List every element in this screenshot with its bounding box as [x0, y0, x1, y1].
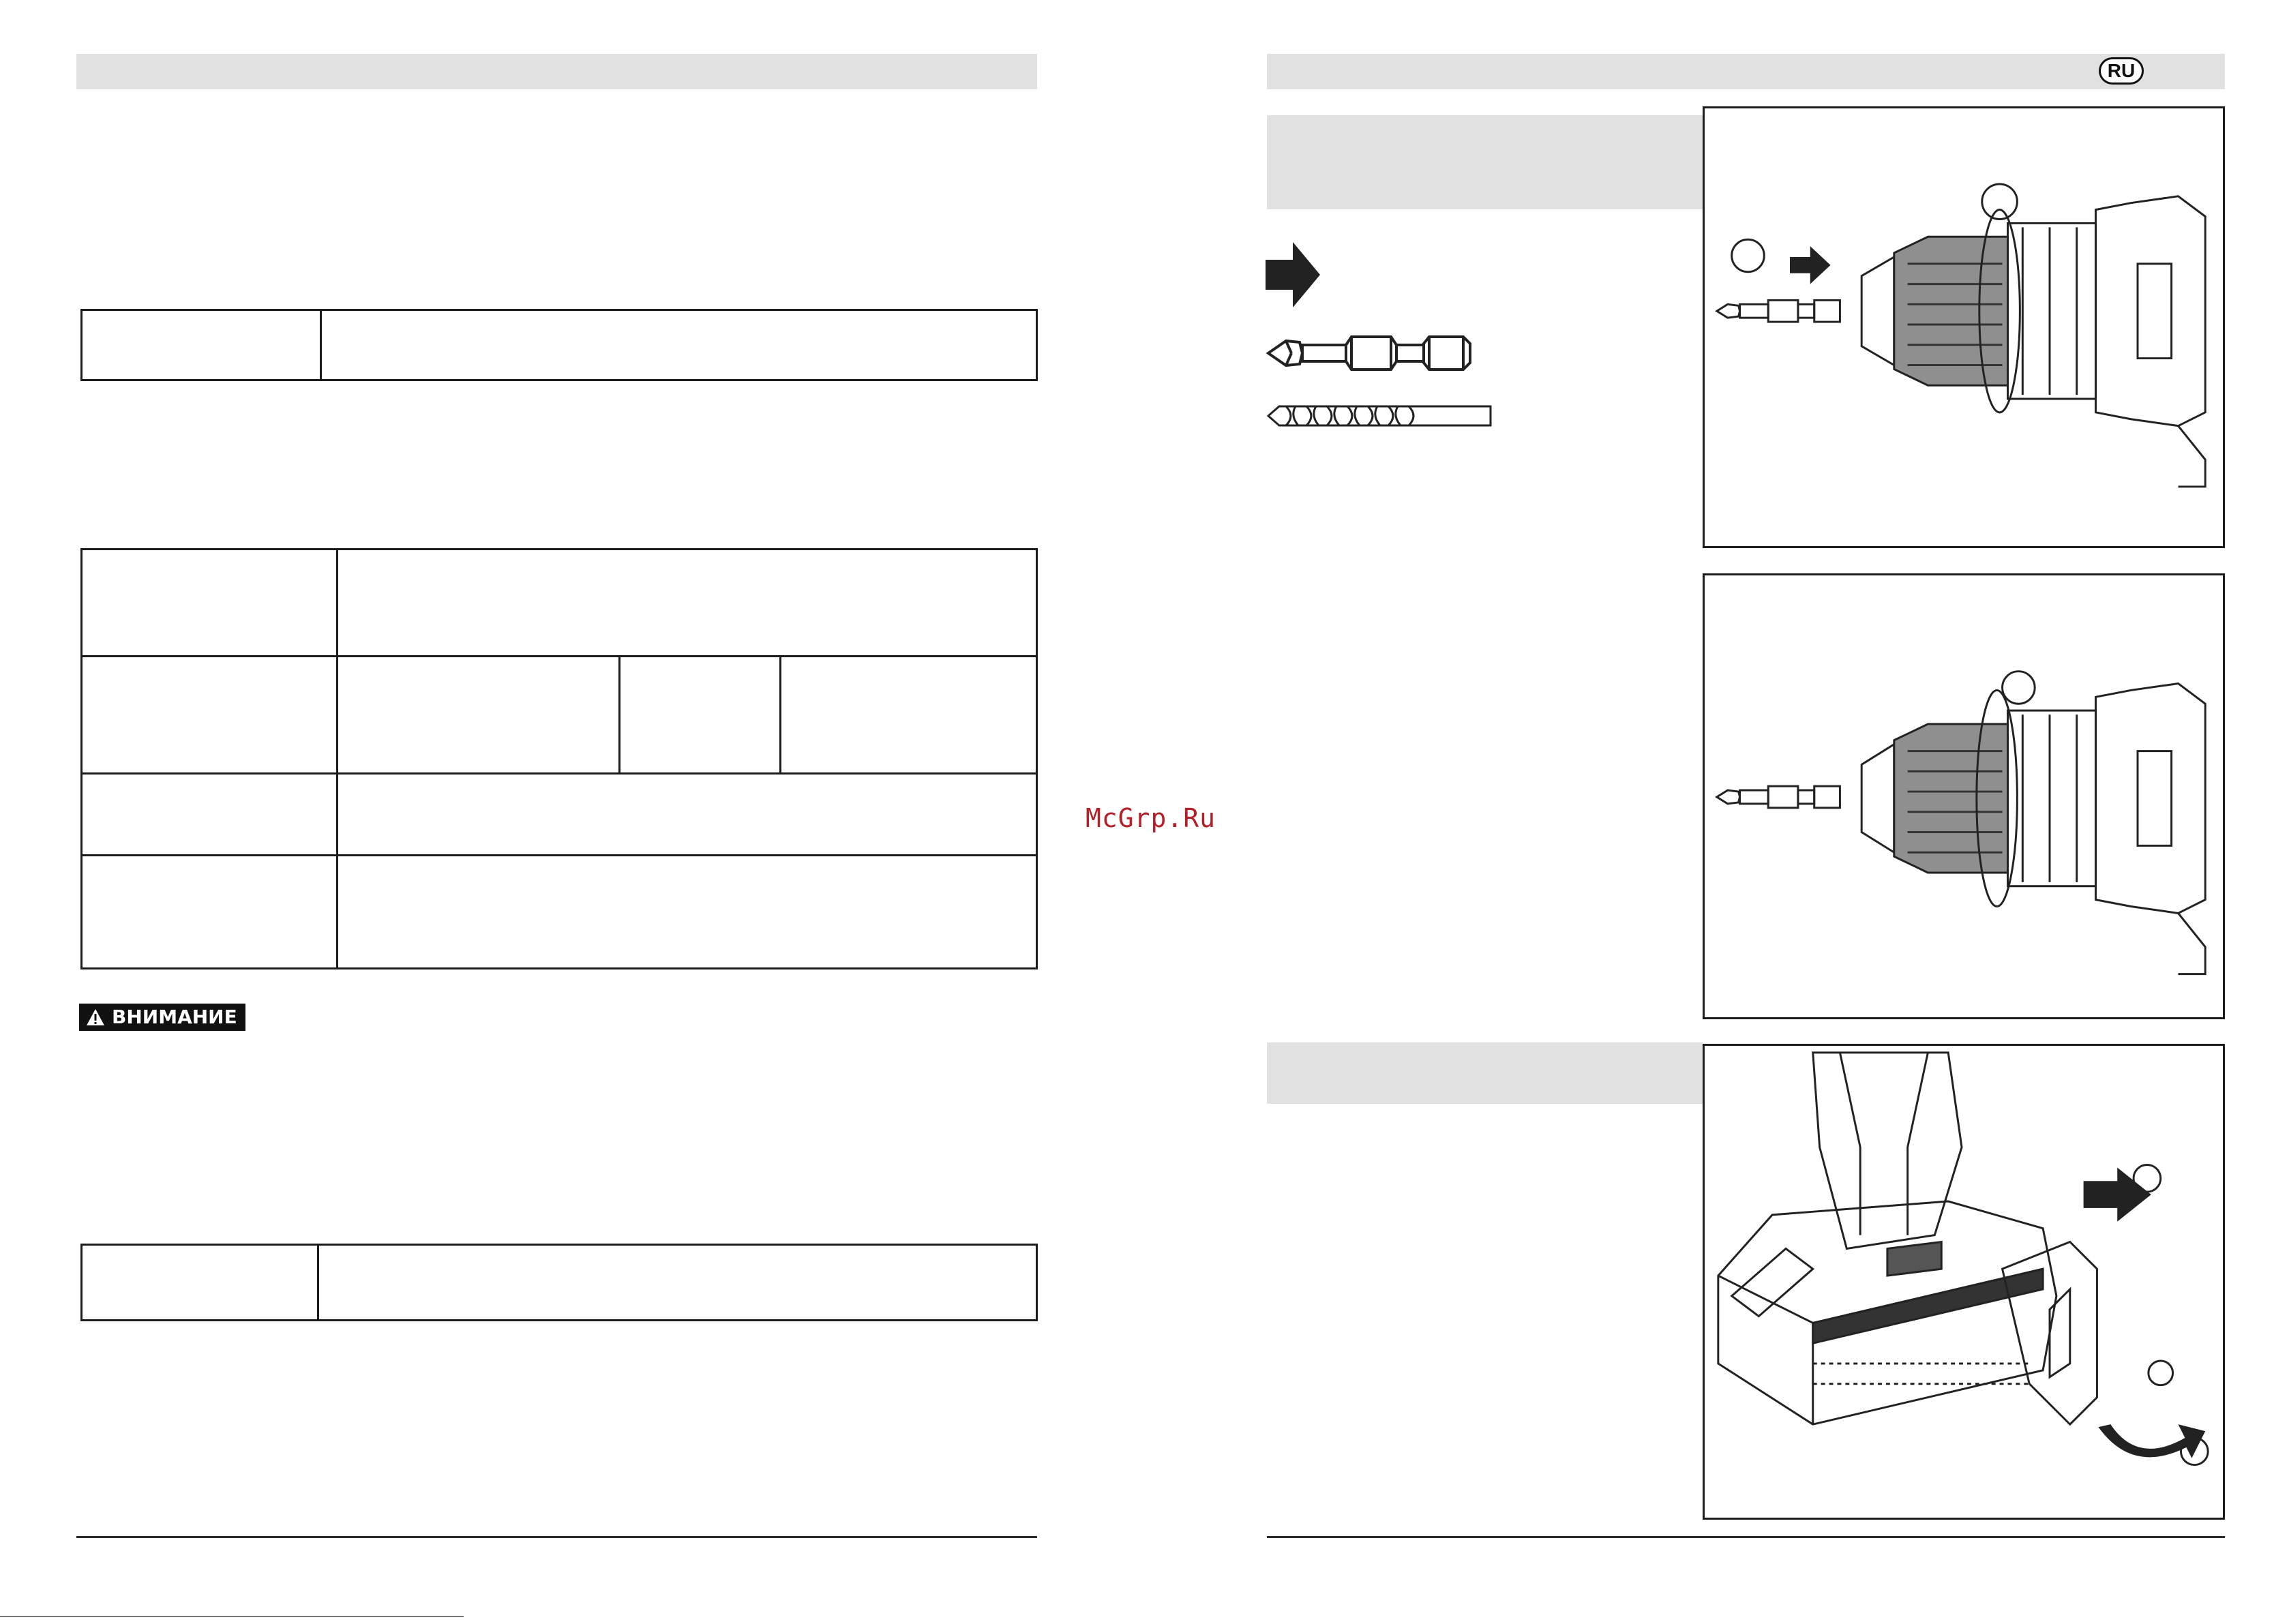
warning-label: ВНИМАНИЕ	[112, 1006, 237, 1028]
figure-tighten-chuck	[1703, 573, 2225, 1019]
language-badge: RU	[2099, 57, 2144, 85]
figure-belt-clip	[1703, 1044, 2225, 1520]
watermark: McGrp.Ru	[1086, 803, 1216, 833]
drill-bit-icon	[1266, 402, 1495, 430]
screwdriver-bit-icon	[1266, 334, 1477, 372]
spec-table-1	[80, 309, 1038, 381]
section-header-2	[1267, 1042, 1703, 1104]
left-header-bar	[76, 54, 1037, 89]
spec-table-3	[80, 1244, 1038, 1321]
right-header-bar	[1267, 54, 2225, 89]
figure-insert-bit	[1703, 106, 2225, 548]
left-bottom-rule	[76, 1536, 1037, 1538]
right-bottom-rule	[1267, 1536, 2225, 1538]
warning-triangle-icon	[86, 1008, 105, 1026]
left-footer-line	[0, 1616, 464, 1617]
spec-table-2	[80, 548, 1038, 969]
warning-badge	[79, 1004, 245, 1031]
section-header-1	[1267, 115, 1703, 209]
arrow-right-icon	[1266, 242, 1320, 307]
